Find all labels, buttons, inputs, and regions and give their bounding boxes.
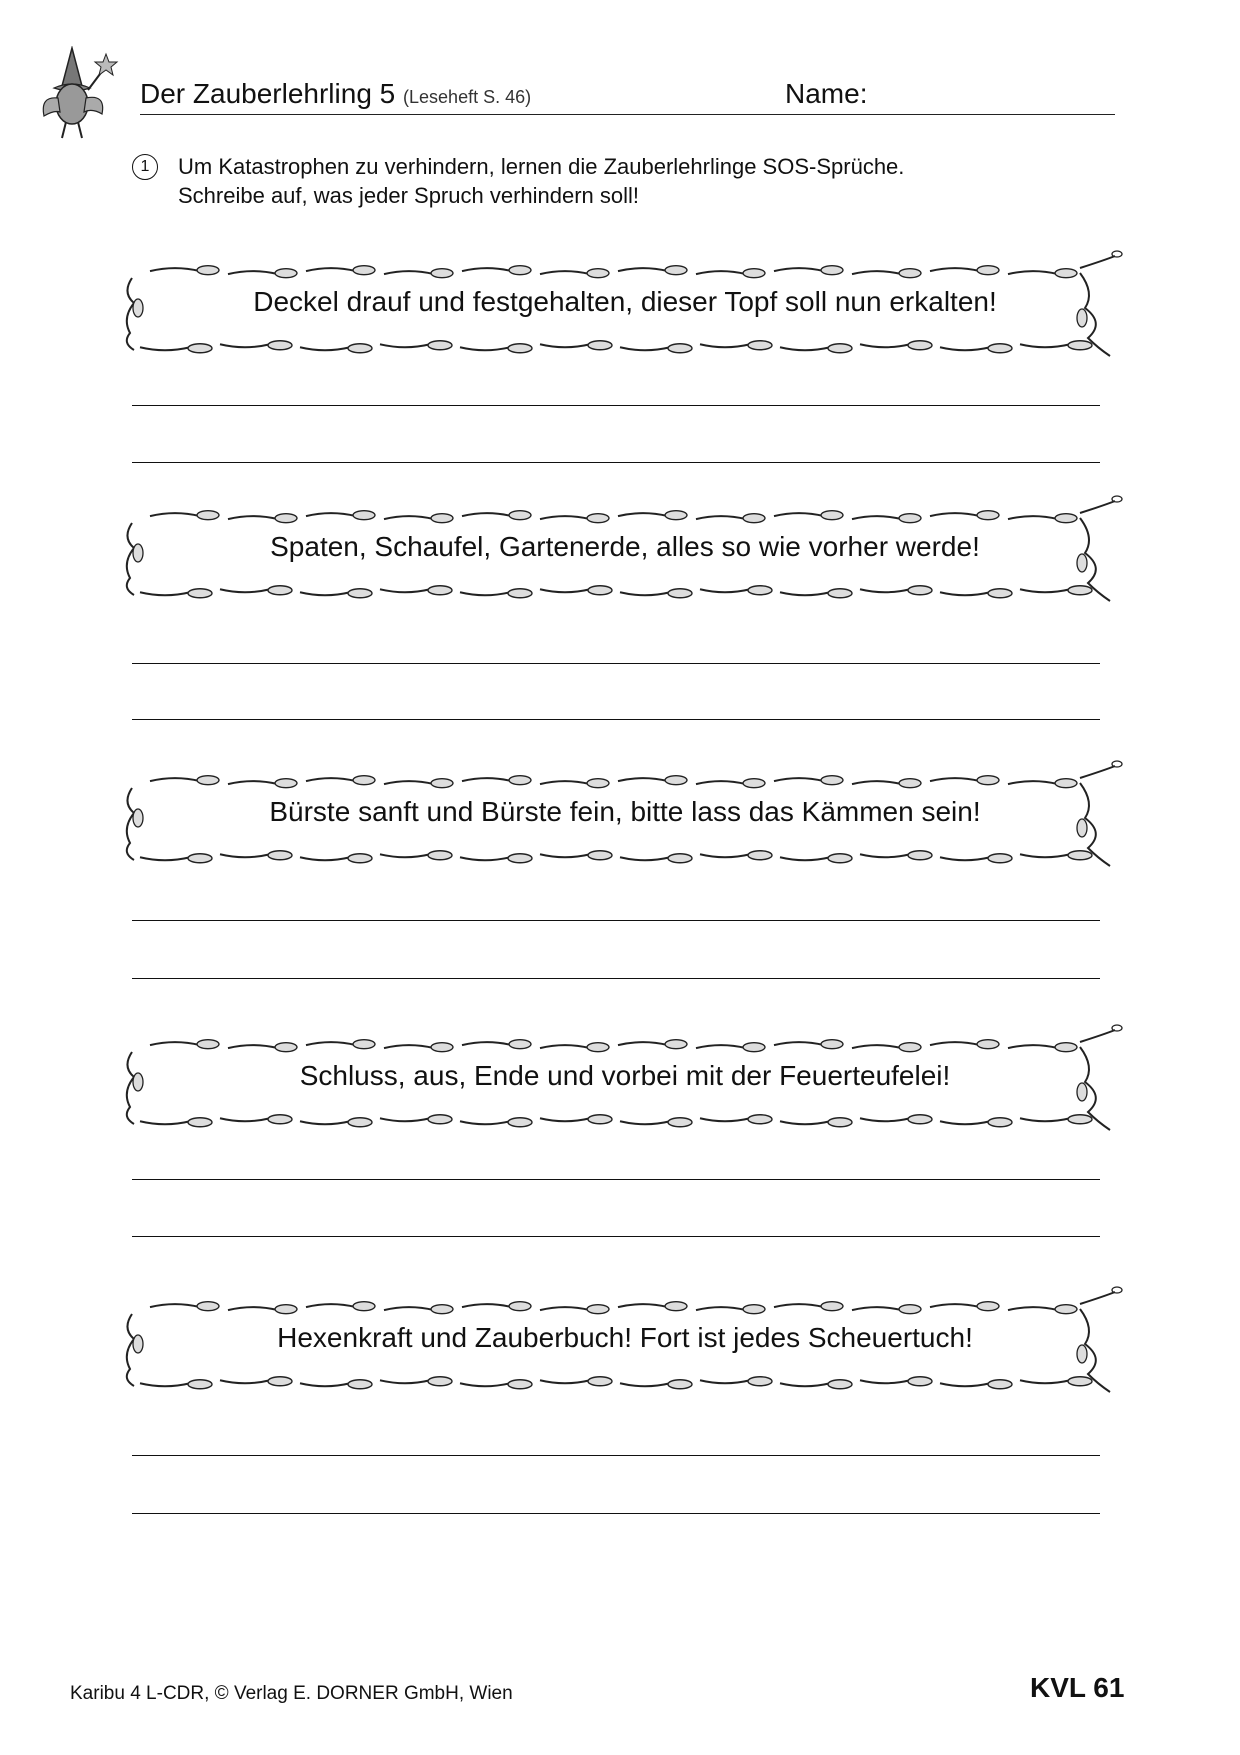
spell-text: Bürste sanft und Bürste fein, bitte lass das Kämmen sein! [269,796,981,827]
spell-text: Spaten, Schaufel, Gartenerde, alles so wie vorher werde! [270,531,980,562]
writing-line[interactable] [132,405,1100,406]
spell-box [120,758,1130,883]
writing-line[interactable] [132,663,1100,664]
writing-line[interactable] [132,719,1100,720]
task-line-2: Schreibe auf, was jeder Spruch verhindern soll! [178,183,640,208]
page-code: KVL 61 [1030,1672,1125,1703]
writing-line[interactable] [132,1455,1100,1456]
spell-box [120,493,1130,618]
footer-copyright: Karibu 4 L-CDR, © Verlag E. DORNER GmbH, Wien [70,1683,513,1704]
spell-text: Schluss, aus, Ende und vorbei mit der Feuerteufelei! [299,1060,951,1091]
writing-line[interactable] [132,1513,1100,1514]
title-main: Der Zauberlehrling 5 [140,78,396,109]
task-number: 1 [132,154,158,180]
title-subtitle: (Leseheft S. 46) [403,87,532,107]
wizard-logo-icon [40,46,140,141]
worksheet-title [140,78,531,110]
writing-line[interactable] [132,462,1100,463]
spell-text: Hexenkraft und Zauberbuch! Fort ist jedes Scheuertuch! [277,1322,973,1353]
writing-line[interactable] [132,1179,1100,1180]
spell-text: Deckel drauf und festgehalten, dieser Topf soll nun erkalten! [253,286,997,317]
task-text [178,152,1078,210]
spell-box [120,1284,1130,1409]
writing-line[interactable] [132,1236,1100,1237]
name-label: Name: [785,78,868,109]
worksheet-header [140,78,1115,115]
spell-box [120,1022,1130,1147]
writing-line[interactable] [132,978,1100,979]
spell-box [120,248,1130,373]
writing-line[interactable] [132,920,1100,921]
task-line-1: Um Katastrophen zu verhindern, lernen die Zauberlehrlinge SOS-Sprüche. [178,154,905,179]
